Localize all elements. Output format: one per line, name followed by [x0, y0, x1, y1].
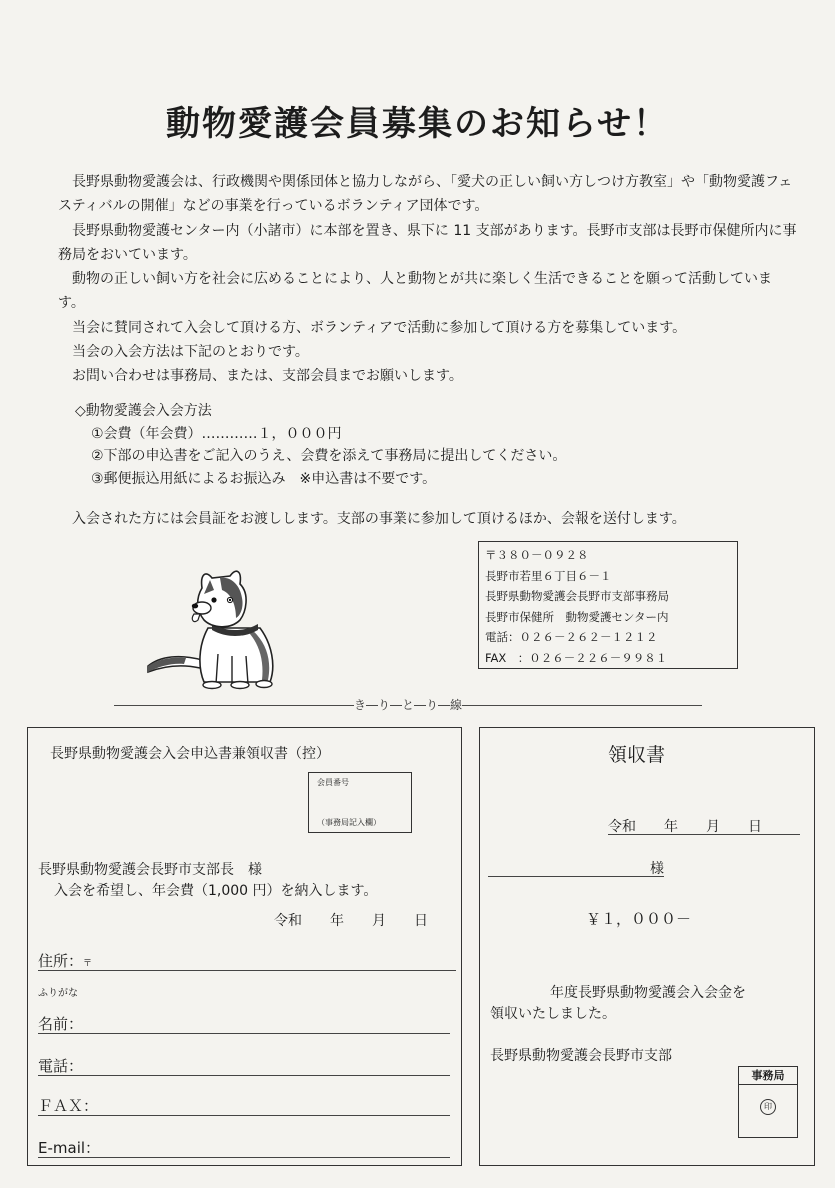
- receipt-text: 年度長野県動物愛護会入会金を: [550, 985, 746, 1001]
- furigana-label: ふりがな: [38, 988, 78, 999]
- closing-paragraph: 入会された方には会員証をお渡しします。支部の事業に参加して頂けるほか、会報を送付します。: [72, 511, 686, 527]
- member-number-box[interactable]: [308, 772, 412, 833]
- fax-label: ＦＡＸ：: [38, 1097, 99, 1115]
- name-label: 名前：: [38, 1015, 84, 1033]
- intro-paragraph: 当会に賛同されて入会して頂ける方、ボランティアで活動に参加して頂ける方を募集しています。: [72, 319, 687, 336]
- name-field[interactable]: [38, 1013, 450, 1034]
- address-line: 長野市若里６丁目６－１: [485, 568, 612, 583]
- office-seal-box: [738, 1066, 798, 1138]
- intro-paragraph: 長野県動物愛護センター内（小諸市）に本部を置き、県下に 11 支部があります。長野市支部は長野市保健所内に事務局をおいています。: [58, 222, 797, 263]
- method-item: ③郵便振込用紙によるお振込み ※申込書は不要です。: [91, 470, 437, 487]
- address-field[interactable]: [38, 950, 456, 971]
- office-use-note: （事務局記入欄）: [317, 818, 381, 827]
- phone-field[interactable]: [38, 1055, 450, 1076]
- receipt-sama: 様: [650, 861, 664, 877]
- intro-paragraph: 当会の入会方法は下記のとおりです。: [72, 344, 309, 361]
- closing-text: [58, 508, 798, 531]
- seal-mark: 印: [760, 1099, 776, 1115]
- application-form: [27, 727, 462, 1166]
- email-label: E-mail：: [38, 1139, 101, 1157]
- email-field[interactable]: [38, 1137, 450, 1158]
- receipt-title: 領収書: [608, 744, 666, 766]
- intro-paragraph: 動物の正しい飼い方を社会に広めることにより、人と動物とが共に楽しく生活できることを願って活動しています。: [58, 271, 772, 312]
- office-label: 事務局: [739, 1067, 797, 1085]
- intro-text: [58, 170, 798, 389]
- application-date: 令和 年 月 日: [274, 913, 428, 929]
- method-heading: ◇動物愛護会入会方法: [75, 403, 212, 419]
- method-item: ②下部の申込書をご記入のうえ、会費を添えて事務局に提出してください。: [91, 448, 567, 464]
- application-title: 長野県動物愛護会入会申込書兼領収書（控）: [50, 746, 330, 762]
- intro-paragraph: お問い合わせは事務局、または、支部会員までお願いします。: [72, 368, 463, 385]
- page-title: 動物愛護会員募集のお知らせ！: [166, 104, 669, 144]
- postal-mark: 〒: [83, 959, 93, 969]
- intro-paragraph: 長野県動物愛護会は、行政機関や関係団体と協力しながら、「愛犬の正しい飼い方しつけ方教室」や「動物愛護フェスティバルの開催」などの事業を行っているボランティア団体です。: [58, 174, 793, 215]
- dog-illustration: [140, 568, 290, 690]
- member-number-label: 会員番号: [317, 778, 349, 787]
- address-line: FAX ：０２６－２２６－９９８１: [485, 650, 668, 665]
- membership-method: [75, 400, 566, 490]
- receipt-text: 領収いたしました。: [490, 1006, 616, 1022]
- method-item: ①会費（年会費）…………１，０００円: [91, 425, 342, 442]
- fax-field[interactable]: [38, 1095, 450, 1116]
- application-statement: 入会を希望し、年会費（1,000 円）を納入します。: [54, 883, 378, 899]
- address-line: 電話：０２６－２６２－１２１２: [485, 630, 658, 644]
- address-line: 長野市保健所 動物愛護センター内: [485, 609, 669, 624]
- receipt-amount: ￥１，０００－: [586, 910, 692, 928]
- cut-line: ――――――――――――――――――――き―り―と―り―線――――――――――――――――――――: [113, 698, 702, 712]
- receipt-issuer: 長野県動物愛護会長野市支部: [490, 1048, 672, 1064]
- address-line: 〒３８０－０９２８: [485, 548, 589, 562]
- contact-address-box: [478, 541, 738, 669]
- receipt-name-line[interactable]: [488, 858, 664, 877]
- receipt-form: [479, 727, 815, 1166]
- receipt-date: 令和 年 月 日: [608, 816, 800, 835]
- addressee: 長野県動物愛護会長野市支部長 様: [38, 862, 262, 878]
- address-label: 住所：: [38, 952, 84, 970]
- address-line: 長野県動物愛護会長野市支部事務局: [485, 589, 669, 603]
- phone-label: 電話：: [38, 1057, 84, 1075]
